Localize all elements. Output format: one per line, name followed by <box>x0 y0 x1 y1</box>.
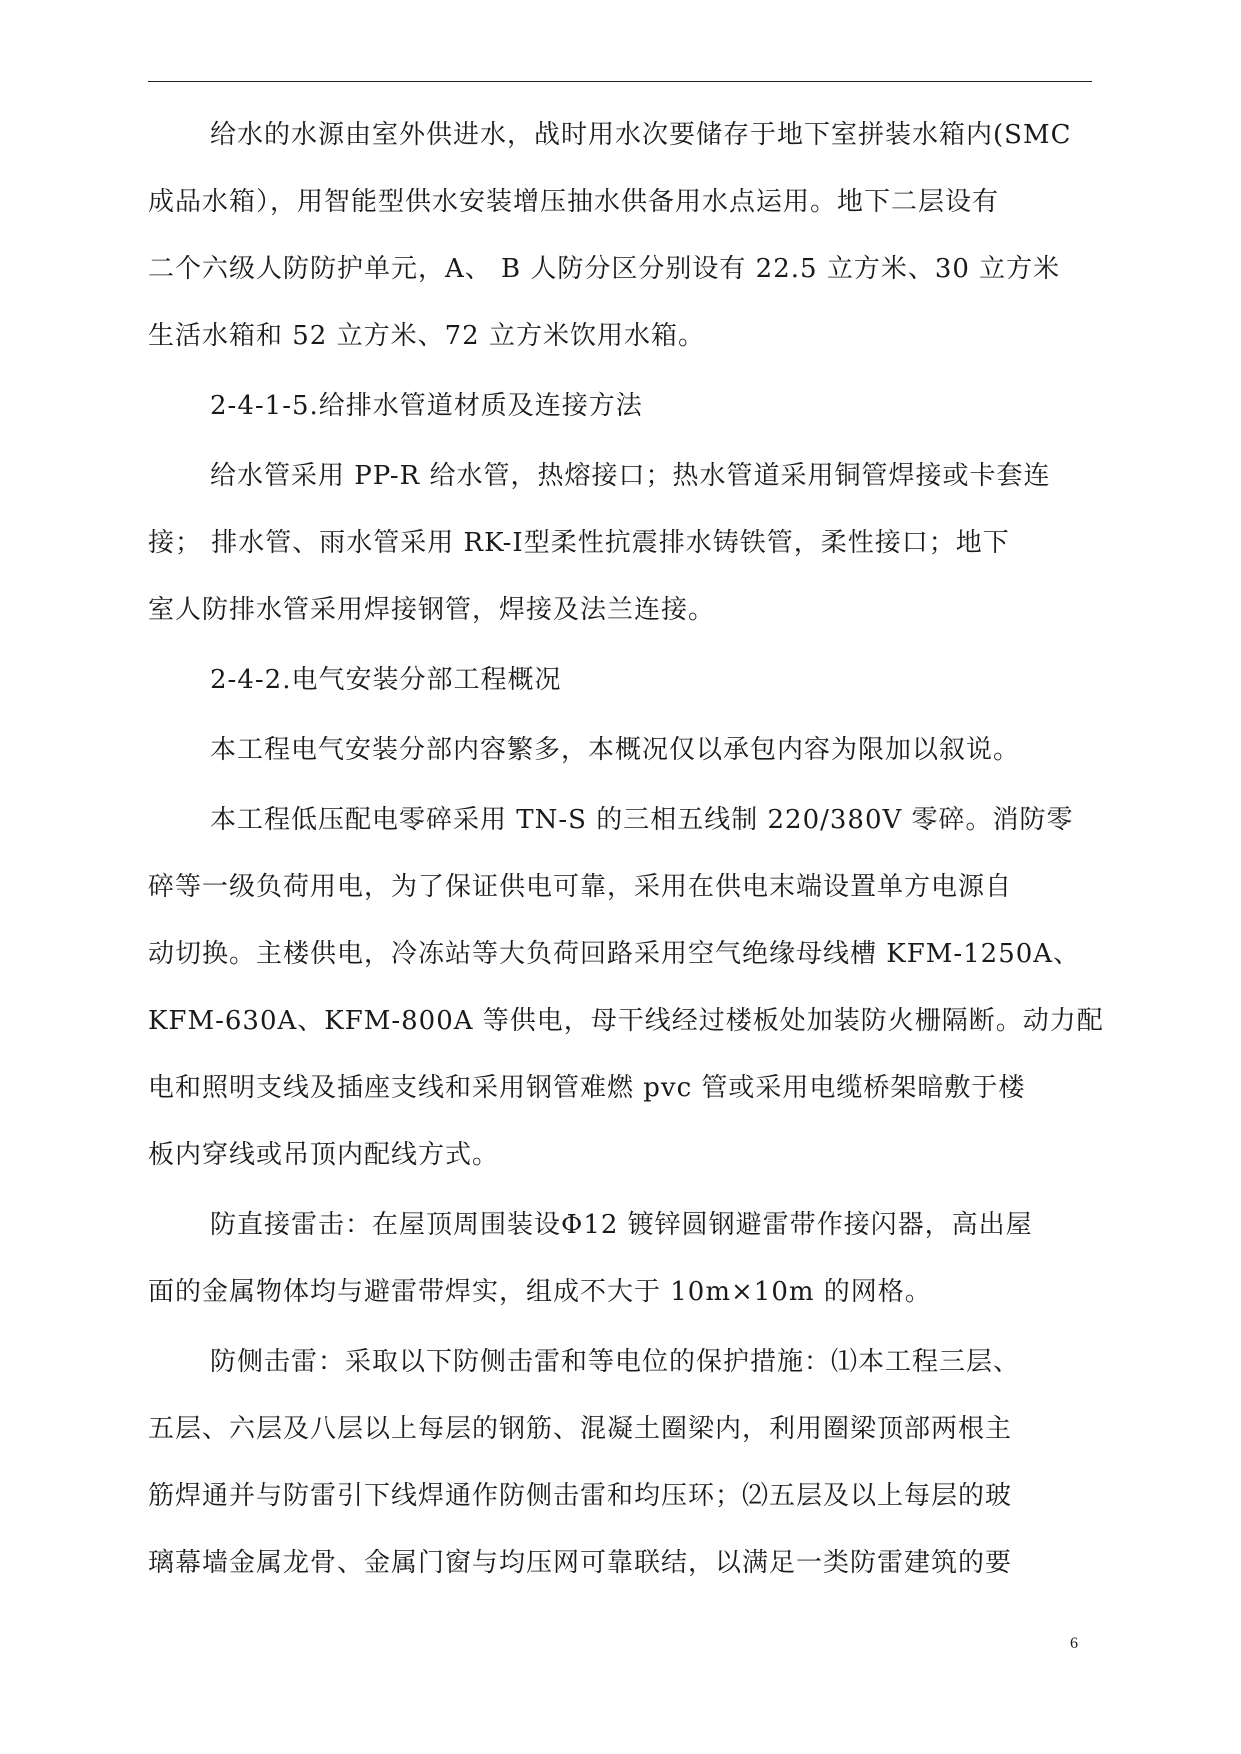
paragraph-electrical-intro <box>148 717 1092 784</box>
paragraph-direct-lightning <box>148 1192 1092 1326</box>
text-line: 2-4-1-5.给排水管道材质及连接方法 <box>210 391 643 421</box>
text-line: 板内穿线或吊顶内配线方式。 <box>148 1140 500 1170</box>
page-number: 6 <box>1070 1635 1078 1652</box>
text-line: 五层、六层及八层以上每层的钢筋、混凝土圈梁内，利用圈梁顶部两根主 <box>148 1414 1013 1444</box>
section-heading-electrical <box>148 647 1092 714</box>
paragraph-power-distribution <box>148 787 1104 1189</box>
text-line: 2-4-2.电气安装分部工程概况 <box>210 665 562 695</box>
text-line: 室人防排水管采用焊接钢管，焊接及法兰连接。 <box>148 595 716 625</box>
text-line: 面的金属物体均与避雷带焊实，组成不大于 10m×10m 的网格。 <box>148 1277 932 1307</box>
paragraph-water-source <box>148 102 1092 370</box>
text-line: 碎等一级负荷用电，为了保证供电可靠，采用在供电末端设置单方电源自 <box>148 872 1013 902</box>
text-line: 成品水箱），用智能型供水安装增压抽水供备用水点运用。地下二层设有 <box>148 187 1000 217</box>
section-heading-pipe-material <box>148 373 1092 440</box>
text-line: 接； 排水管、雨水管采用 RK-Ⅰ型柔性抗震排水铸铁管，柔性接口；地下 <box>148 528 1010 558</box>
text-line: 电和照明支线及插座支线和采用钢管难燃 pvc 管或采用电缆桥架暗敷于楼 <box>148 1073 1026 1103</box>
text-line: 生活水箱和 52 立方米、72 立方米饮用水箱。 <box>148 321 705 351</box>
text-line: 防直接雷击：在屋顶周围装设Φ12 镀锌圆钢避雷带作接闪器，高出屋 <box>210 1210 1033 1240</box>
text-line: KFM-630A、KFM-800A 等供电，母干线经过楼板处加装防火栅隔断。动力配 <box>148 1006 1104 1036</box>
paragraph-side-lightning <box>148 1329 1092 1597</box>
paragraph-pipe-material <box>148 443 1092 644</box>
text-line: 给水的水源由室外供进水，战时用水次要储存于地下室拼装水箱内(SMC <box>210 120 1072 150</box>
text-line: 给水管采用 PP-R 给水管，热熔接口；热水管道采用铜管焊接或卡套连 <box>210 461 1051 491</box>
text-line: 筋焊通并与防雷引下线焊通作防侧击雷和均压环；⑵五层及以上每层的玻 <box>148 1481 1013 1511</box>
text-line: 本工程电气安装分部内容繁多，本概况仅以承包内容为限加以叙说。 <box>210 735 1021 765</box>
text-line: 二个六级人防防护单元，A、 B 人防分区分别设有 22.5 立方米、30 立方米 <box>148 254 1061 284</box>
text-line: 动切换。主楼供电，冷冻站等大负荷回路采用空气绝缘母线槽 KFM-1250A、 <box>148 939 1081 969</box>
text-line: 璃幕墙金属龙骨、金属门窗与均压网可靠联结，以满足一类防雷建筑的要 <box>148 1548 1013 1578</box>
header-rule <box>148 81 1092 82</box>
document-body <box>148 102 1104 1600</box>
text-line: 防侧击雷：采取以下防侧击雷和等电位的保护措施：⑴本工程三层、 <box>210 1347 1021 1377</box>
text-line: 本工程低压配电零碎采用 TN-S 的三相五线制 220/380V 零碎。消防零 <box>210 805 1074 835</box>
